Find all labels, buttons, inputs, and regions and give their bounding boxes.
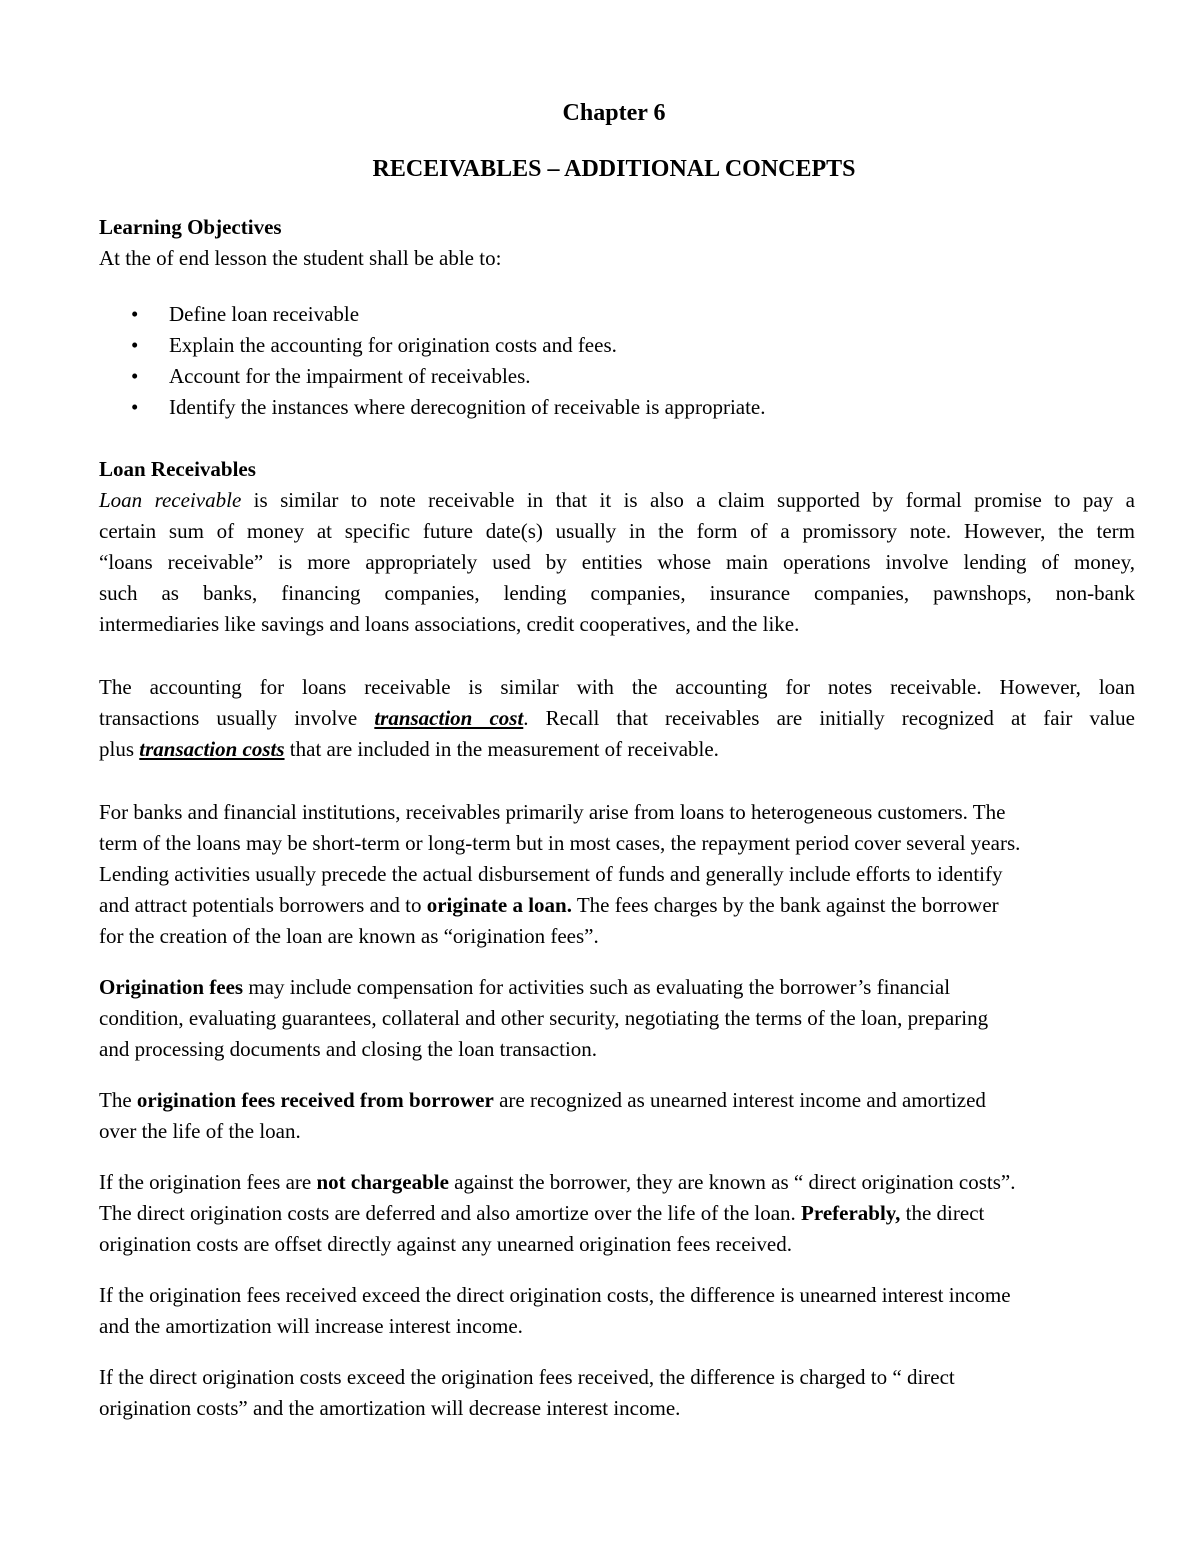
list-item [99, 299, 766, 330]
paragraph-line: origination costs” and the amortization will decrease interest income. [99, 1396, 681, 1420]
paragraph-line: and processing documents and closing the loan transaction. [99, 1037, 598, 1061]
paragraph-line: If the origination fees are not chargeable against the borrower, they are known as “ direct origination costs”. [99, 1170, 1016, 1194]
paragraph-origination-fees [99, 972, 1135, 1065]
bullet-icon: • [131, 333, 139, 357]
bullet-icon: • [131, 395, 139, 419]
paragraph-line: Loan receivable is similar to note receivable in that it is also a claim supported by formal promise to pay a [99, 488, 1135, 512]
term-transaction-cost: transaction cost [374, 706, 524, 730]
term-not-chargeable: not chargeable [316, 1170, 449, 1194]
paragraph-banks [99, 797, 1135, 952]
paragraph-direct-costs [99, 1167, 1135, 1260]
objectives-intro: At the of end lesson the student shall be able to: [99, 246, 502, 270]
paragraph-line: condition, evaluating guarantees, collateral and other security, negotiating the terms of the loan, preparing [99, 1006, 989, 1030]
list-item [99, 392, 766, 423]
paragraph-line: The accounting for loans receivable is similar with the accounting for notes receivable. However, loan [99, 675, 1135, 699]
paragraph-line: Origination fees may include compensation for activities such as evaluating the borrower’s financial [99, 975, 951, 999]
paragraph-line: and attract potentials borrowers and to originate a loan. The fees charges by the bank against the borrower [99, 893, 999, 917]
paragraph-costs-exceed [99, 1362, 1135, 1424]
paragraph-line: For banks and financial institutions, receivables primarily arise from loans to heterogeneous customers. The [99, 800, 1006, 824]
paragraph-line: term of the loans may be short-term or long-term but in most cases, the repayment period cover several years. [99, 831, 1021, 855]
term-preferably: Preferably, [801, 1201, 901, 1225]
term-origination-fees: Origination fees [99, 975, 244, 999]
objectives-section [99, 212, 1135, 274]
paragraph-line: certain sum of money at specific future date(s) usually in the form of a promissory note. However, the term [99, 519, 1135, 543]
objective-text: Account for the impairment of receivables. [169, 364, 531, 388]
paragraph-line: plus transaction costs that are included in the measurement of receivable. [99, 737, 719, 761]
paragraph-line: If the direct origination costs exceed the origination fees received, the difference is charged to “ direct [99, 1365, 955, 1389]
main-title: RECEIVABLES – ADDITIONAL CONCEPTS [372, 156, 856, 182]
list-item [99, 361, 766, 392]
objectives-list [99, 299, 766, 423]
paragraph-line: over the life of the loan. [99, 1119, 301, 1143]
term-originate-loan: originate a loan. [426, 893, 572, 917]
objective-text: Define loan receivable [169, 302, 360, 326]
paragraph-transaction-cost [99, 672, 1135, 765]
paragraph-line: transactions usually involve transaction cost. Recall that receivables are initially recognized at fair value [99, 706, 1135, 730]
term-loan-receivable: Loan receivable [99, 488, 242, 512]
section-heading: Loan Receivables [99, 457, 256, 481]
chapter-title: Chapter 6 [562, 100, 666, 126]
loan-receivables-section [99, 454, 1135, 640]
paragraph-line: such as banks, financing companies, lending companies, insurance companies, pawnshops, non-bank [99, 581, 1135, 605]
bullet-icon: • [131, 302, 139, 326]
objective-text: Explain the accounting for origination costs and fees. [169, 333, 617, 357]
paragraph-line: for the creation of the loan are known as “origination fees”. [99, 924, 599, 948]
paragraph-fees-received [99, 1085, 1135, 1147]
term-fees-received: origination fees received from borrower [136, 1088, 494, 1112]
paragraph-line: origination costs are offset directly against any unearned origination fees received. [99, 1232, 792, 1256]
list-item [99, 330, 766, 361]
paragraph-line: Lending activities usually precede the actual disbursement of funds and generally include efforts to identify [99, 862, 1003, 886]
paragraph-line: intermediaries like savings and loans associations, credit cooperatives, and the like. [99, 612, 800, 636]
paragraph-fees-exceed [99, 1280, 1135, 1342]
paragraph-line: The origination fees received from borrower are recognized as unearned interest income and amortized [99, 1088, 986, 1112]
paragraph-line: The direct origination costs are deferred and also amortize over the life of the loan. Preferably, the direct [99, 1201, 985, 1225]
bullet-icon: • [131, 364, 139, 388]
term-transaction-costs: transaction costs [139, 737, 285, 761]
paragraph-line: “loans receivable” is more appropriately used by entities whose main operations involve lending of money, [99, 550, 1135, 574]
paragraph-line: and the amortization will increase interest income. [99, 1314, 523, 1338]
objective-text: Identify the instances where derecognition of receivable is appropriate. [169, 395, 766, 419]
objectives-heading: Learning Objectives [99, 215, 282, 239]
paragraph-line: If the origination fees received exceed the direct origination costs, the difference is unearned interest income [99, 1283, 1011, 1307]
